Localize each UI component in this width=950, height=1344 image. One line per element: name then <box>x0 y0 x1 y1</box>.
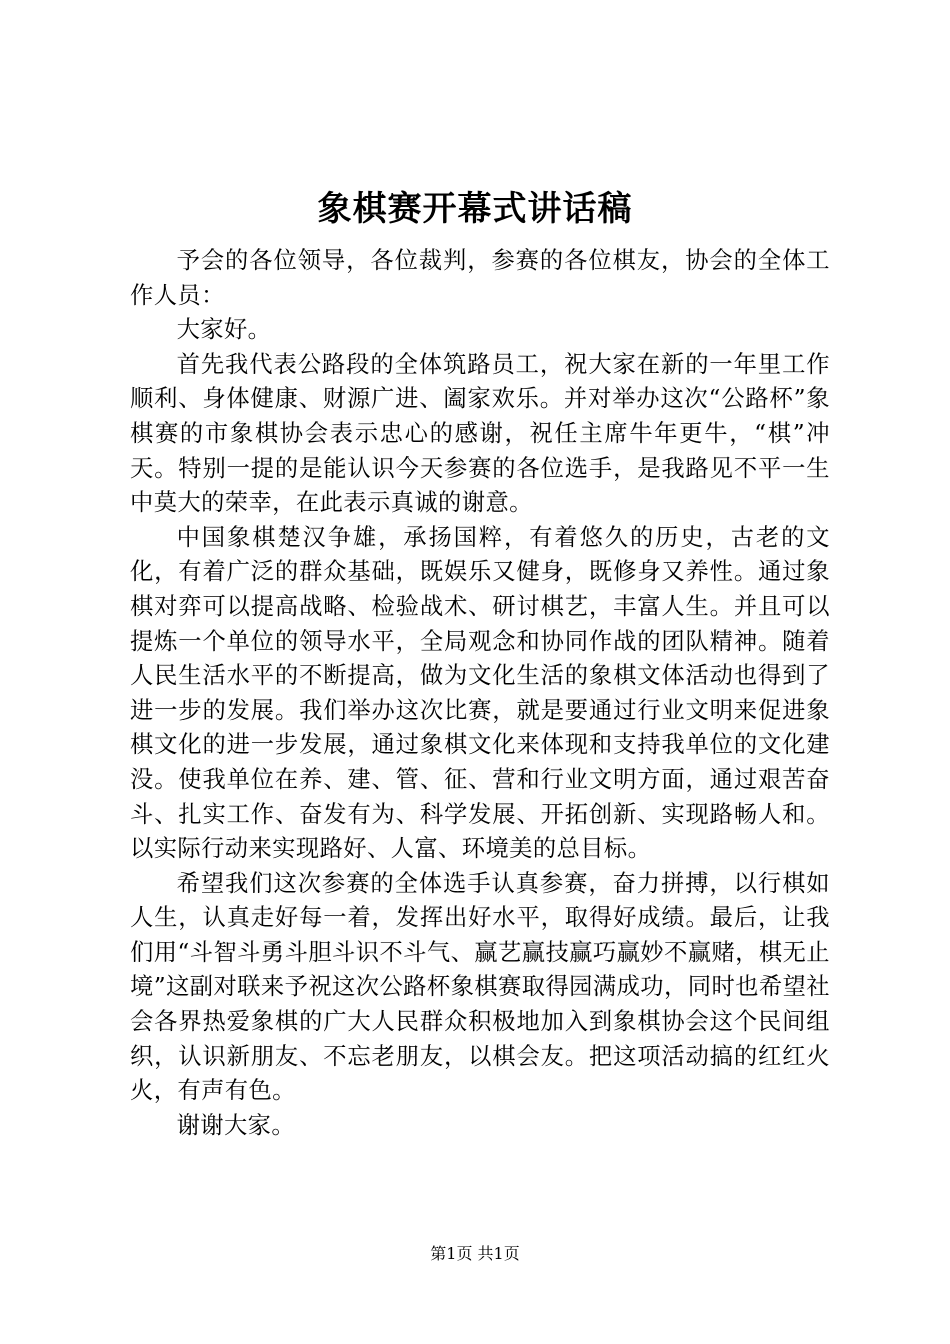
document-body <box>130 244 830 1143</box>
paragraph-greeting-audience: 予会的各位领导，各位裁判，参赛的各位棋友，协会的全体工作人员： <box>130 247 830 309</box>
document-title: 象棋赛开幕式讲话稿 <box>317 189 633 229</box>
page-number-footer: 第1页 共1页 <box>430 1244 520 1263</box>
paragraph-opening-wishes: 首先我代表公路段的全体筑路员工，祝大家在新的一年里工作顺利、身体健康、财源广进、阖家欢乐。并对举办这次“公路杯”象棋赛的市象棋协会表示忠心的感谢，祝任主席牛年更牛，“棋”冲天。特别一提的是能认识今天参赛的各位选手，是我路见不平一生中莫大的荣幸，在此表示真诚的谢意。 <box>130 350 830 517</box>
paragraph-chess-culture: 中国象棋楚汉争雄，承扬国粹，有着悠久的历史，古老的文化，有着广泛的群众基础，既娱乐又健身，既修身又养性。通过象棋对弈可以提高战略、检验战术、研讨棋艺，丰富人生。并且可以提炼一个单位的领导水平，全局观念和协同作战的团队精神。随着人民生活水平的不断提高，做为文化生活的象棋文体活动也得到了进一步的发展。我们举办这次比赛，就是要通过行业文明来促进象棋文化的进一步发展，通过象棋文化来体现和支持我单位的文化建没。使我单位在养、建、管、征、营和行业文明方面，通过艰苦奋斗、扎实工作、奋发有为、科学发展、开拓创新、实现路畅人和。以实际行动来实现路好、人富、环境美的总目标。 <box>130 523 830 863</box>
paragraph-hello: 大家好。 <box>176 316 272 344</box>
paragraph-hopes: 希望我们这次参赛的全体选手认真参赛，奋力拼搏，以行棋如人生，认真走好每一着，发挥出好水平，取得好成绩。最后，让我们用“斗智斗勇斗胆斗识不斗气、赢艺赢技赢巧赢妙不赢赌，棋无止境”这副对联来予祝这次公路杯象棋赛取得园满成功，同时也希望社会各界热爱象棋的广大人民群众积极地加入到象棋协会这个民间组织，认识新朋友、不忘老朋友，以棋会友。把这项活动搞的红红火火，有声有色。 <box>130 869 830 1105</box>
paragraph-thanks: 谢谢大家。 <box>176 1111 296 1139</box>
